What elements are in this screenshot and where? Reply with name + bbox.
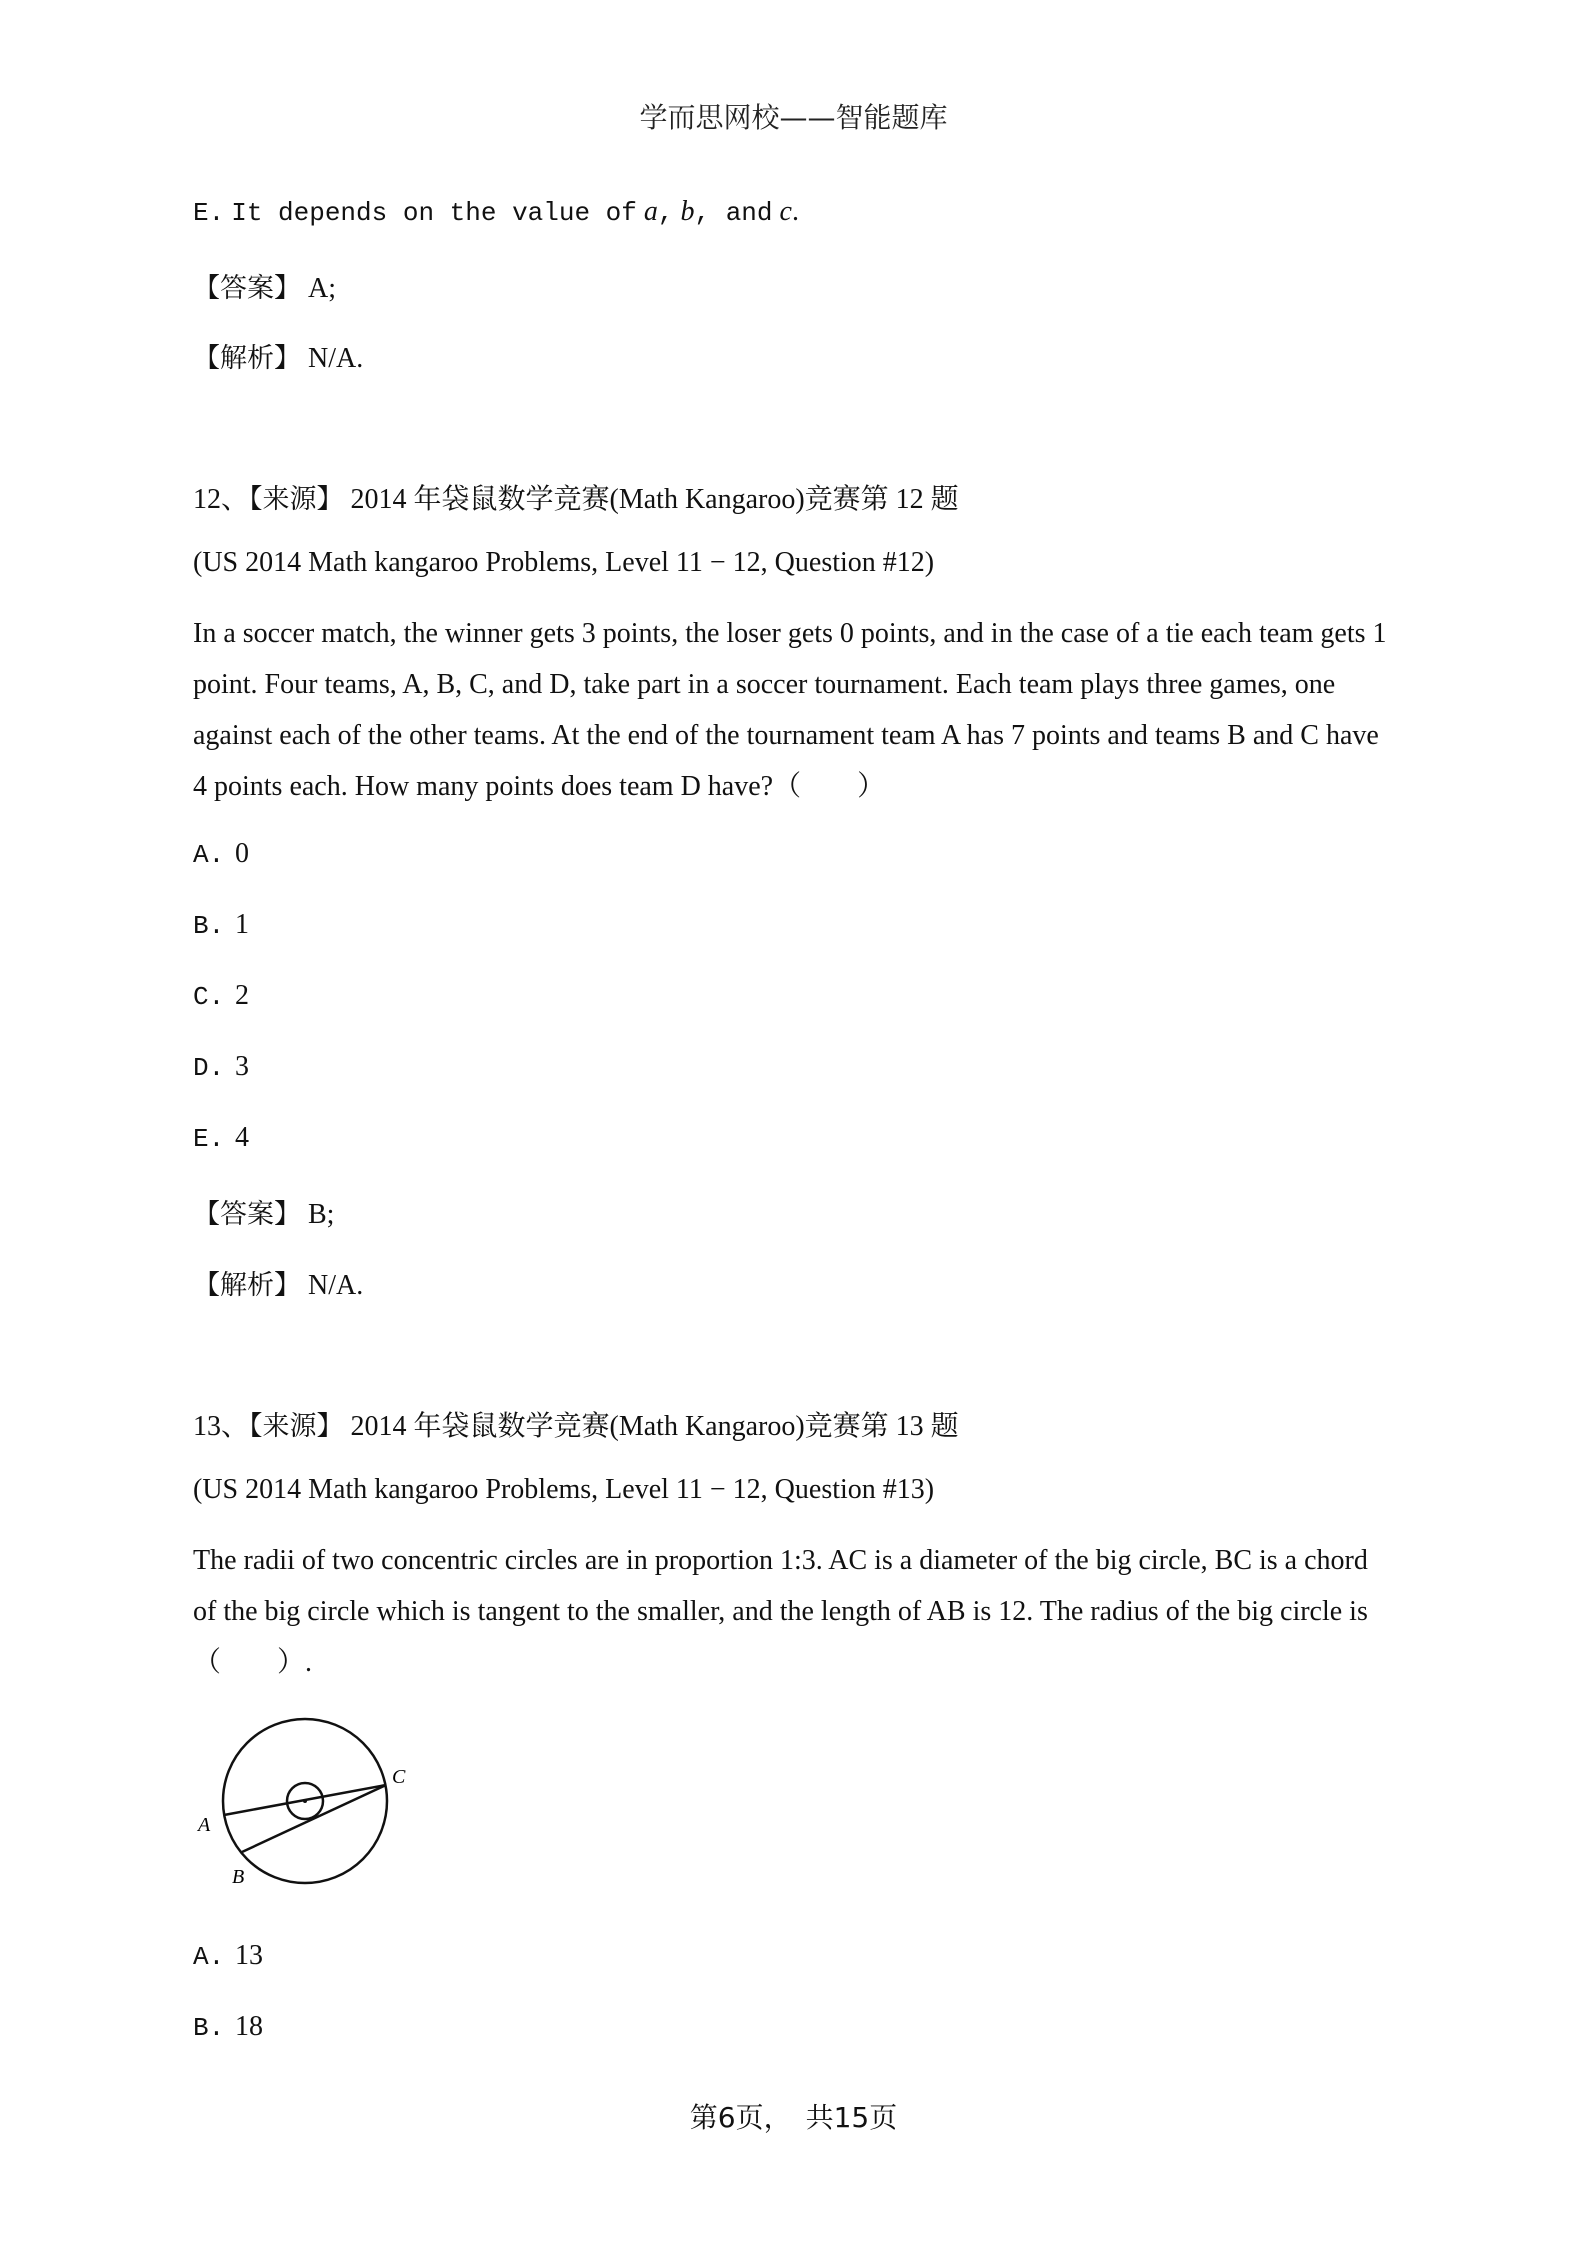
answer-label: 【答案】 bbox=[193, 1199, 301, 1230]
analysis-label: 【解析】 bbox=[193, 1270, 301, 1301]
center-point bbox=[303, 1799, 307, 1803]
q12-body-line: point. Four teams, A, B, C, and D, take part in a soccer tournament. Each team plays three games, one bbox=[193, 669, 1336, 700]
q12-analysis bbox=[193, 1263, 363, 1302]
answer-value: B; bbox=[308, 1199, 335, 1230]
page-footer: 第6页， 共15页 bbox=[689, 2101, 898, 2134]
q13-source bbox=[193, 1404, 959, 1444]
analysis-value: N/A. bbox=[308, 343, 364, 374]
prev-option-e: E. It depends on the value of a, b, and c. bbox=[193, 196, 799, 228]
q12-body bbox=[193, 608, 1413, 812]
q13-body-line: The radii of two concentric circles are in proportion 1:3. AC is a diameter of the big circle, BC is a chord bbox=[193, 1545, 1368, 1576]
var-a: a bbox=[643, 196, 658, 227]
q12-source bbox=[193, 477, 959, 517]
analysis-label: 【解析】 bbox=[193, 343, 301, 374]
q13-option-b: B. 18 bbox=[193, 2011, 263, 2043]
q12-subtitle: (US 2014 Math kangaroo Problems, Level 11 − 12, Question #12) bbox=[193, 547, 935, 578]
source-text: 2014 年袋鼠数学竞赛(Math Kangaroo)竞赛第 13 题 bbox=[350, 1411, 959, 1442]
var-b: b bbox=[680, 196, 695, 227]
q12-body-line: against each of the other teams. At the end of the tournament team A has 7 points and teams B and C have bbox=[193, 720, 1379, 751]
chord-bc bbox=[242, 1785, 386, 1852]
var-c: c bbox=[779, 196, 792, 227]
q12-body-line: In a soccer match, the winner gets 3 points, the loser gets 0 points, and in the case of a tie each team gets 1 bbox=[193, 618, 1387, 649]
q13-option-a: A. 13 bbox=[193, 1940, 263, 1972]
q13-body-line: of the big circle which is tangent to the smaller, and the length of AB is 12. The radius of the big circle is bbox=[193, 1596, 1368, 1627]
q12-option-e: E. 4 bbox=[193, 1122, 249, 1154]
concentric-circles-figure bbox=[190, 1705, 430, 1905]
q12-body-line: 4 points each. How many points does team D have?（ ） bbox=[193, 771, 886, 802]
prev-analysis bbox=[193, 336, 363, 375]
prev-answer bbox=[193, 266, 336, 305]
question-number: 13、 bbox=[193, 1411, 250, 1442]
q13-body-line: （ ）. bbox=[193, 1647, 313, 1678]
page-header: 学而思网校——智能题库 bbox=[639, 101, 948, 134]
label-a: A bbox=[198, 1814, 211, 1836]
analysis-value: N/A. bbox=[308, 1270, 364, 1301]
label-c: C bbox=[392, 1766, 406, 1788]
q12-option-a: A. 0 bbox=[193, 838, 249, 870]
answer-value: A; bbox=[308, 273, 336, 304]
q12-option-b: B. 1 bbox=[193, 909, 249, 941]
q12-option-c: C. 2 bbox=[193, 980, 249, 1012]
q12-answer bbox=[193, 1192, 334, 1231]
answer-label: 【答案】 bbox=[193, 273, 301, 304]
source-label: 【来源】 bbox=[249, 1411, 344, 1442]
option-text: It depends on the value of bbox=[231, 198, 637, 228]
source-text: 2014 年袋鼠数学竞赛(Math Kangaroo)竞赛第 12 题 bbox=[350, 484, 959, 515]
q13-body bbox=[193, 1535, 1413, 1688]
question-number: 12、 bbox=[193, 484, 250, 515]
label-b: B bbox=[232, 1866, 245, 1888]
source-label: 【来源】 bbox=[249, 484, 344, 515]
q12-option-d: D. 3 bbox=[193, 1051, 249, 1083]
option-letter: E. bbox=[193, 198, 225, 228]
q13-subtitle: (US 2014 Math kangaroo Problems, Level 11 − 12, Question #13) bbox=[193, 1474, 935, 1505]
